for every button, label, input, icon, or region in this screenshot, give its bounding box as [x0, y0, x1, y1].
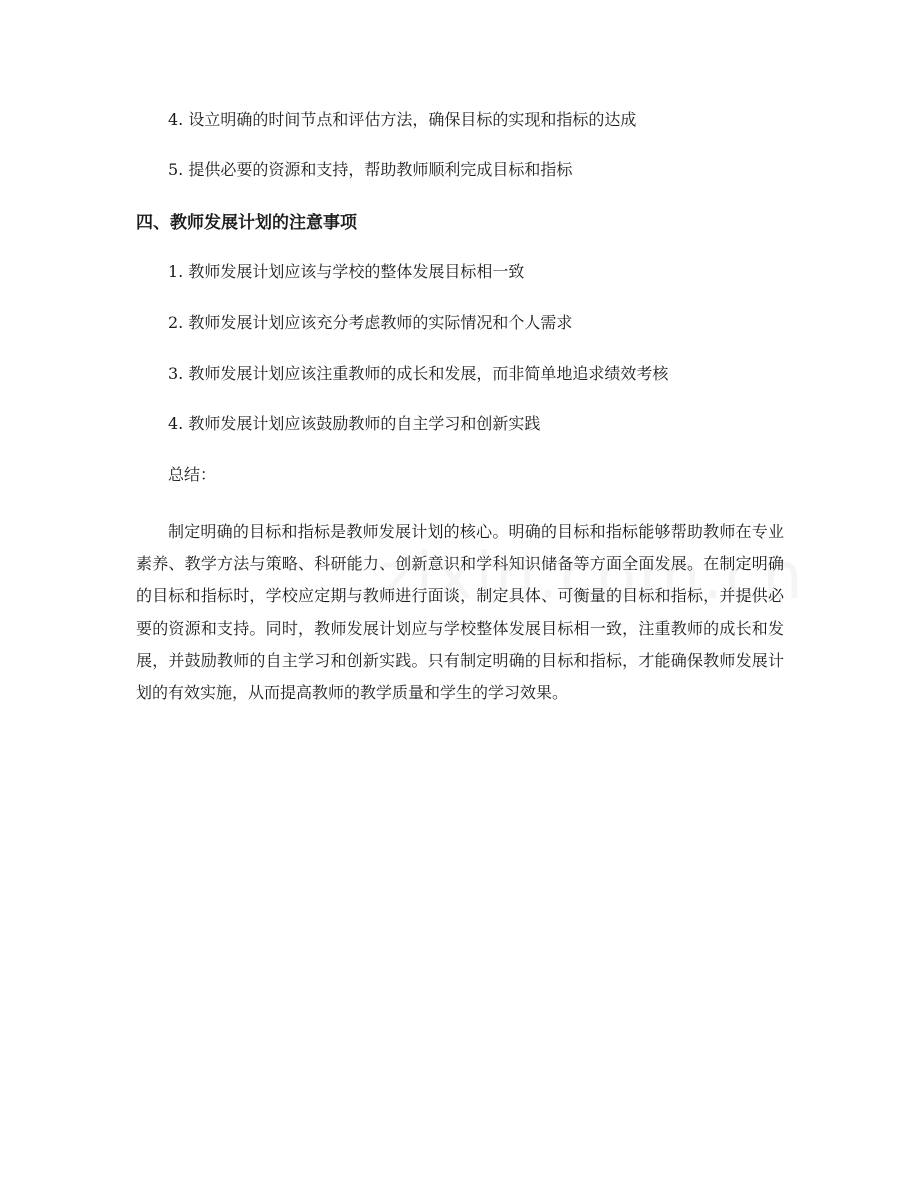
list-item: 5. 提供必要的资源和支持，帮助教师顺利完成目标和指标 — [168, 160, 573, 179]
list-item: 2. 教师发展计划应该充分考虑教师的实际情况和个人需求 — [168, 313, 573, 332]
list-item: 4. 教师发展计划应该鼓励教师的自主学习和创新实践 — [168, 414, 541, 433]
list-item: 3. 教师发展计划应该注重教师的成长和发展，而非简单地追求绩效考核 — [168, 364, 669, 383]
summary-paragraph: 制定明确的目标和指标是教师发展计划的核心。明确的目标和指标能够帮助教师在专业素养、教学方法与策略、科研能力、创新意识和学科知识储备等方面全面发展。在制定明确的目标和指标时，学校应定期与教师进行面谈，制定具体、可衡量的目标和指标，并提供必要的资源和支持。同时，教师发展计划应与学校整体发展目标相一致，注重教师的成长和发展，并鼓励教师的自主学习和创新实践。只有制定明确的目标和指标，才能确保教师发展计划的有效实施，从而提高教师的教学质量和学生的学习效果。 — [136, 522, 784, 703]
list-item: 4. 设立明确的时间节点和评估方法，确保目标的实现和指标的达成 — [168, 110, 637, 129]
list-item: 1. 教师发展计划应该与学校的整体发展目标相一致 — [168, 262, 525, 281]
summary-label: 总结： — [168, 465, 217, 484]
section-heading: 四、教师发展计划的注意事项 — [136, 213, 357, 233]
